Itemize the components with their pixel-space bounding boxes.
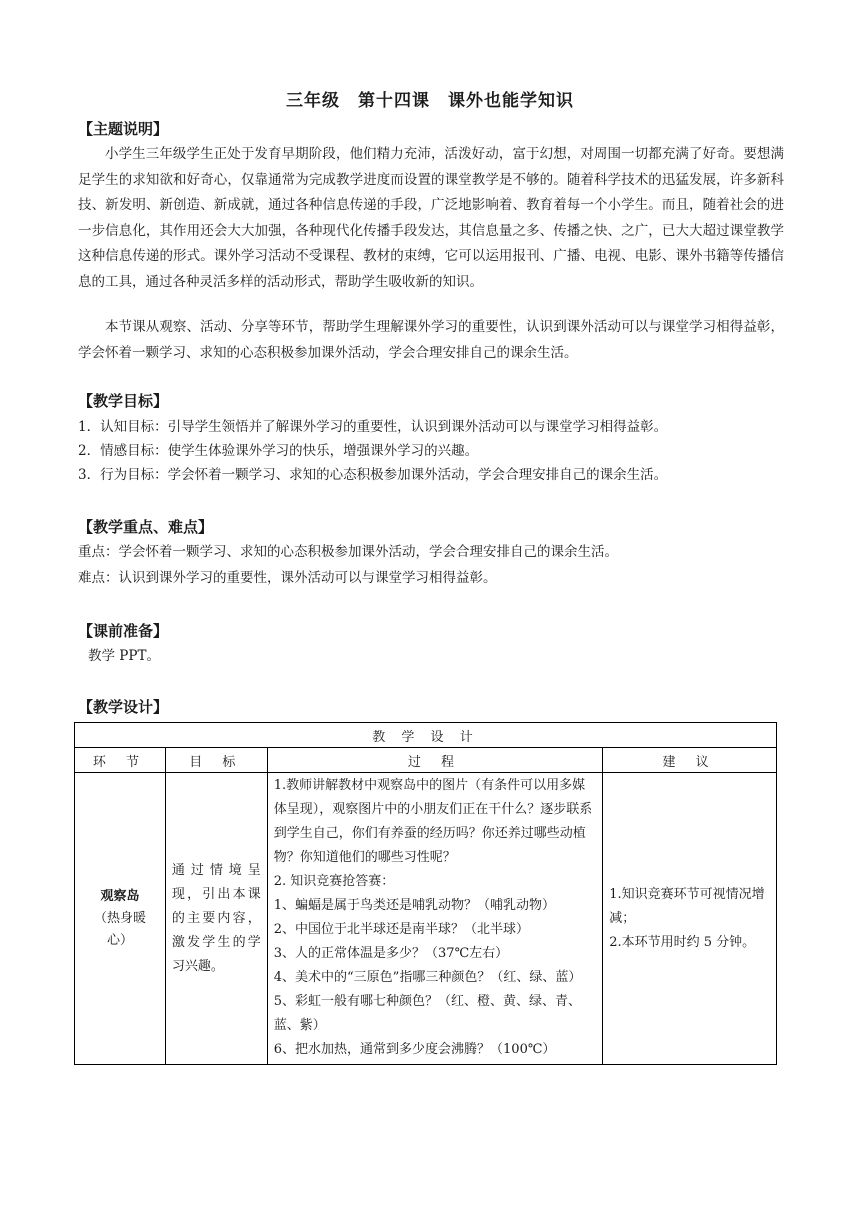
key-points-heading: 【教学重点、难点】 bbox=[78, 518, 214, 536]
process-cell bbox=[267, 773, 602, 1065]
theme-paragraph-2: 本节课从观察、活动、分享等环节，帮助学生理解课外学习的重要性，认识到课外活动可以与课堂学习相得益彰，学会怀着一颗学习、求知的心态积极参加课外活动，学会合理安排自己的课余生活。 bbox=[78, 319, 784, 361]
table-title: 教 学 设 计 bbox=[75, 723, 777, 748]
quiz-question: 6、把水加热，通常到多少度会沸腾？（100℃） bbox=[273, 1042, 556, 1057]
quiz-question: 4、美术中的“三原色”指哪三种颜色？（红、绿、蓝） bbox=[273, 970, 582, 985]
advice-item: 1.知识竞赛环节可视情况增减； bbox=[609, 886, 765, 926]
preparation-heading: 【课前准备】 bbox=[78, 622, 169, 640]
stage-subtitle: （热身暖心） bbox=[93, 910, 146, 948]
goals-heading: 【教学目标】 bbox=[78, 392, 169, 410]
advice-cell bbox=[603, 773, 777, 1065]
table-header-row bbox=[75, 748, 777, 773]
goal-item-behavioral: 3．行为目标：学会怀着一颗学习、求知的心态积极参加课外活动，学会合理安排自己的课余生活。 bbox=[78, 467, 668, 483]
stage-cell bbox=[75, 773, 166, 1065]
quiz-question: 5、彩虹一般有哪七种颜色？（红、橙、黄、绿、青、蓝、紫） bbox=[273, 994, 582, 1033]
process-step: 1.教师讲解教材中观察岛中的图片（有条件可以用多媒体呈现），观察图片中的小朋友们正在干什么？逐步联系到学生自己，你们有养蚕的经历吗？你还养过哪些动植物？你知道他们的哪些习性呢？ bbox=[273, 778, 593, 865]
quiz-question: 2、中国位于北半球还是南半球？（北半球） bbox=[273, 922, 530, 937]
key-point-text: 重点：学会怀着一颗学习、求知的心态积极参加课外活动，学会合理安排自己的课余生活。 bbox=[78, 544, 618, 560]
table-row bbox=[75, 773, 777, 1065]
column-header-advice: 建 议 bbox=[603, 748, 777, 773]
column-header-goal: 目 标 bbox=[165, 748, 267, 773]
document-title: 三年级 第十四课 课外也能学知识 bbox=[286, 91, 574, 111]
preparation-text: 教学 PPT。 bbox=[88, 648, 160, 664]
goal-cell: 通过情境呈现，引出本课的主要内容，激发学生的学习兴趣。 bbox=[165, 773, 267, 1065]
difficult-point-text: 难点：认识到课外学习的重要性，课外活动可以与课堂学习相得益彰。 bbox=[78, 570, 497, 586]
teaching-design-table bbox=[74, 722, 777, 1065]
design-heading: 【教学设计】 bbox=[78, 698, 169, 716]
column-header-process: 过 程 bbox=[267, 748, 602, 773]
goal-item-cognitive: 1．认知目标：引导学生领悟并了解课外学习的重要性，认识到课外活动可以与课堂学习相得益彰。 bbox=[78, 419, 668, 435]
theme-paragraph-1: 小学生三年级学生正处于发育早期阶段，他们精力充沛，活泼好动，富于幻想，对周围一切都充满了好奇。要想满足学生的求知欲和好奇心，仅靠通常为完成教学进度而设置的课堂教学是不够的。随着科学技术的迅猛发展，许多新科技、新发明、新创造、新成就，通过各种信息传递的手段，广泛地影响着、教育着每一个小学生。而且，随着社会的进一步信息化，其作用还会大大加强，各种现代化传播手段发达，其信息量之多、传播之快、之广，已大大超过课堂教学这种信息传递的形式。课外学习活动不受课程、教材的束缚，它可以运用报刊、广播、电视、电影、课外书籍等传播信息的工具，通过各种灵活多样的活动形式，帮助学生吸收新的知识。 bbox=[78, 146, 784, 290]
theme-heading: 【主题说明】 bbox=[78, 120, 169, 138]
column-header-stage: 环 节 bbox=[75, 748, 166, 773]
quiz-question: 1、蝙蝠是属于鸟类还是哺乳动物？（哺乳动物） bbox=[273, 898, 556, 913]
stage-name: 观察岛 bbox=[100, 888, 140, 904]
quiz-question: 3、人的正常体温是多少？（37℃左右） bbox=[273, 946, 509, 961]
goal-item-emotional: 2．情感目标：使学生体验课外学习的快乐，增强课外学习的兴趣。 bbox=[78, 443, 479, 459]
process-step: 2. 知识竞赛抢答赛： bbox=[273, 874, 395, 889]
advice-item: 2.本环节用时约 5 分钟。 bbox=[609, 934, 756, 950]
